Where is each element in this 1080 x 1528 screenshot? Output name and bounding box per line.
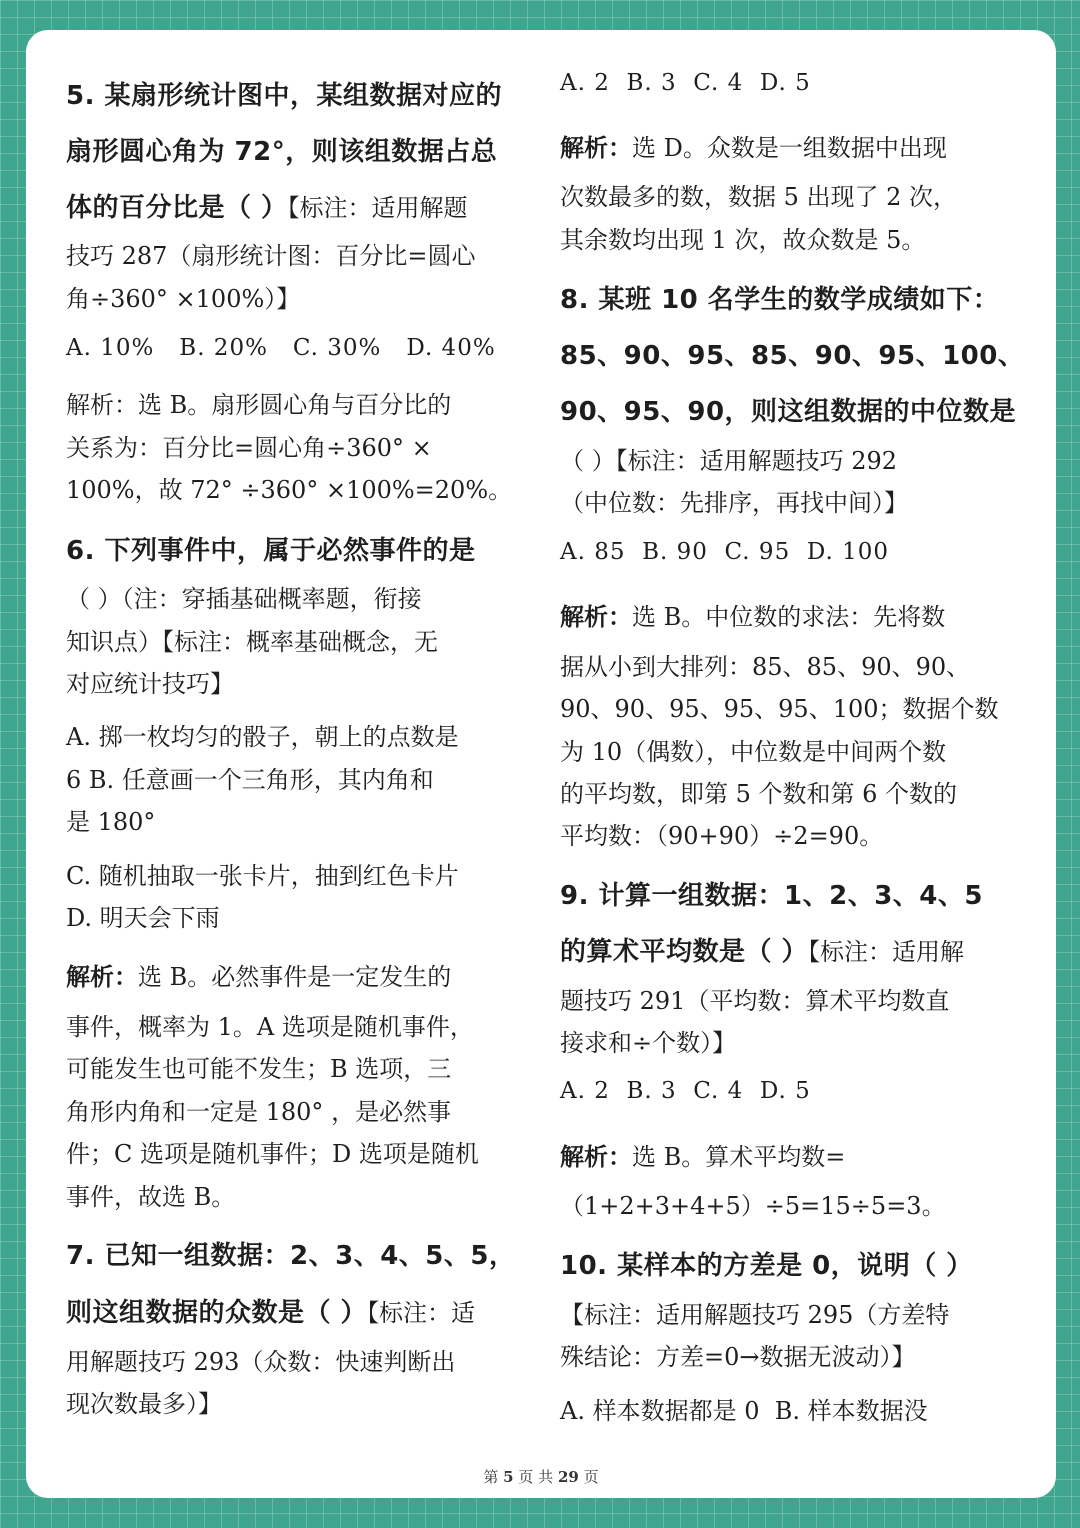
q8-line-1: 8. 某班 10 名学生的数学成绩如下： [560,285,1000,315]
q6-line-3: 对应统计技巧】 [66,670,234,698]
q9-options: A. 2 B. 3 C. 4 D. 5 [560,1078,811,1104]
q6-analysis-first-text: 选 B。必然事件是一定发生的 [138,963,452,991]
q8-note-line-2: （中位数：先排序，再找中间）】 [560,489,908,517]
q7-analysis-first [560,128,947,163]
q6-option-line-3: 是 180° [66,808,156,836]
q6-option-line-4: C. 随机抽取一张卡片，抽到红色卡片 [66,862,459,890]
q9-analysis-label: 解析： [560,1143,632,1171]
q8-options: A. 85 B. 90 C. 95 D. 100 [560,539,889,565]
q6-analysis-first [66,957,451,992]
q8-analysis-5: 平均数：（90+90）÷2=90。 [560,822,884,850]
q5-line-1: 5. 某扇形统计图中，某组数据对应的 [66,81,503,111]
q5-line-2: 扇形圆心角为 72°，则该组数据占总 [66,137,498,167]
q9-analysis-first-text: 选 B。算术平均数= [632,1143,846,1171]
q8-analysis-3: 为 10（偶数），中位数是中间两个数 [560,738,947,766]
q5-line-3 [66,187,468,224]
q6-title: 6. 下列事件中，属于必然事件的是 [66,536,476,566]
q9-line-1: 9. 计算一组数据：1、2、3、4、5 [560,881,983,911]
q5-analysis-1: 解析：选 B。扇形圆心角与百分比的 [66,391,452,419]
footer-middle: 页 共 [518,1468,554,1486]
q6-analysis-2: 可能发生也可能不发生；B 选项，三 [66,1055,452,1083]
q7-options: A. 2 B. 3 C. 4 D. 5 [560,70,811,96]
q9-note-line-1: 题技巧 291（平均数：算术平均数直 [560,987,950,1015]
q10-title: 10. 某样本的方差是 0，说明（ ） [560,1251,973,1281]
q7-analysis-first-text: 选 D。众数是一组数据中出现 [632,134,947,162]
q6-line-2: 知识点）【标注：概率基础概念，无 [66,628,438,656]
q6-analysis-1: 事件，概率为 1。A 选项是随机事件， [66,1013,474,1041]
q7-analysis-1: 次数最多的数，数据 5 出现了 2 次， [560,183,958,211]
q5-analysis-2: 关系为：百分比=圆心角÷360° × [66,434,432,462]
q8-analysis-2: 90、90、95、95、95、100；数据个数 [560,695,999,723]
q8-line-3: 90、95、90，则这组数据的中位数是 [560,397,1017,427]
q7-line-2 [66,1292,475,1329]
q10-options: A. 样本数据都是 0 B. 样本数据没 [560,1397,928,1425]
q9-analysis-first [560,1137,845,1172]
q7-analysis-label: 解析： [560,134,632,162]
q8-analysis-label: 解析： [560,603,632,631]
q6-option-line-5: D. 明天会下雨 [66,904,220,932]
q9-note-line-2: 接求和÷个数）】 [560,1029,737,1057]
q7-note-line-1: 用解题技巧 293（众数：快速判断出 [66,1348,456,1376]
q7-line-1: 7. 已知一组数据：2、3、4、5、5， [66,1241,516,1271]
q10-note-line-2: 殊结论：方差=0→数据无波动）】 [560,1343,916,1371]
q9-line-2 [560,931,964,968]
footer-suffix: 页 [583,1468,599,1486]
q9-analysis-1: （1+2+3+4+5）÷5=15÷5=3。 [560,1192,946,1220]
page-footer [26,1466,1056,1487]
q5-note-line-2: 角÷360° ×100%）】 [66,285,301,313]
q6-analysis-5: 事件，故选 B。 [66,1183,236,1211]
q7-analysis-2: 其余数均出现 1 次，故众数是 5。 [560,226,926,254]
q7-line-2-question: 则这组数据的众数是（ ） [66,1298,368,1328]
footer-total-pages: 29 [557,1468,579,1486]
q6-line-1: （ ）（注：穿插基础概率题，衔接 [66,585,422,613]
footer-prefix: 第 [483,1468,499,1486]
q5-note-tail: 【标注：适用解题 [287,194,468,222]
q8-line-2: 85、90、95、85、90、95、100、 [560,341,1025,371]
page-sheet [26,30,1056,1498]
q9-note-tail: 【标注：适用解 [808,938,965,966]
q6-option-line-2: 6 B. 任意画一个三角形，其内角和 [66,766,434,794]
q6-analysis-4: 件；C 选项是随机事件；D 选项是随机 [66,1140,479,1168]
q8-analysis-1: 据从小到大排列：85、85、90、90、 [560,653,971,681]
q8-analysis-first [560,597,945,632]
q5-note-line-1: 技巧 287（扇形统计图：百分比=圆心 [66,242,476,270]
q10-note-line-1: 【标注：适用解题技巧 295（方差特 [560,1301,950,1329]
q8-note-line-1: （ ）【标注：适用解题技巧 292 [560,447,898,475]
q6-option-line-1: A. 掷一枚均匀的骰子，朝上的点数是 [66,723,459,751]
q7-note-tail: 【标注：适 [367,1299,476,1327]
q5-line-3-question: 体的百分比是（ ） [66,193,288,223]
footer-page-number: 5 [503,1468,514,1486]
q5-analysis-3: 100%，故 72° ÷360° ×100%=20%。 [66,476,513,504]
q7-note-line-2: 现次数最多）】 [66,1390,222,1418]
q9-line-2-question: 的算术平均数是（ ） [560,937,809,967]
q6-analysis-3: 角形内角和一定是 180° ，是必然事 [66,1098,452,1126]
q5-options: A. 10% B. 20% C. 30% D. 40% [66,335,496,361]
q8-analysis-4: 的平均数，即第 5 个数和第 6 个数的 [560,780,958,808]
q8-analysis-first-text: 选 B。中位数的求法：先将数 [632,603,946,631]
q6-analysis-label: 解析： [66,963,138,991]
